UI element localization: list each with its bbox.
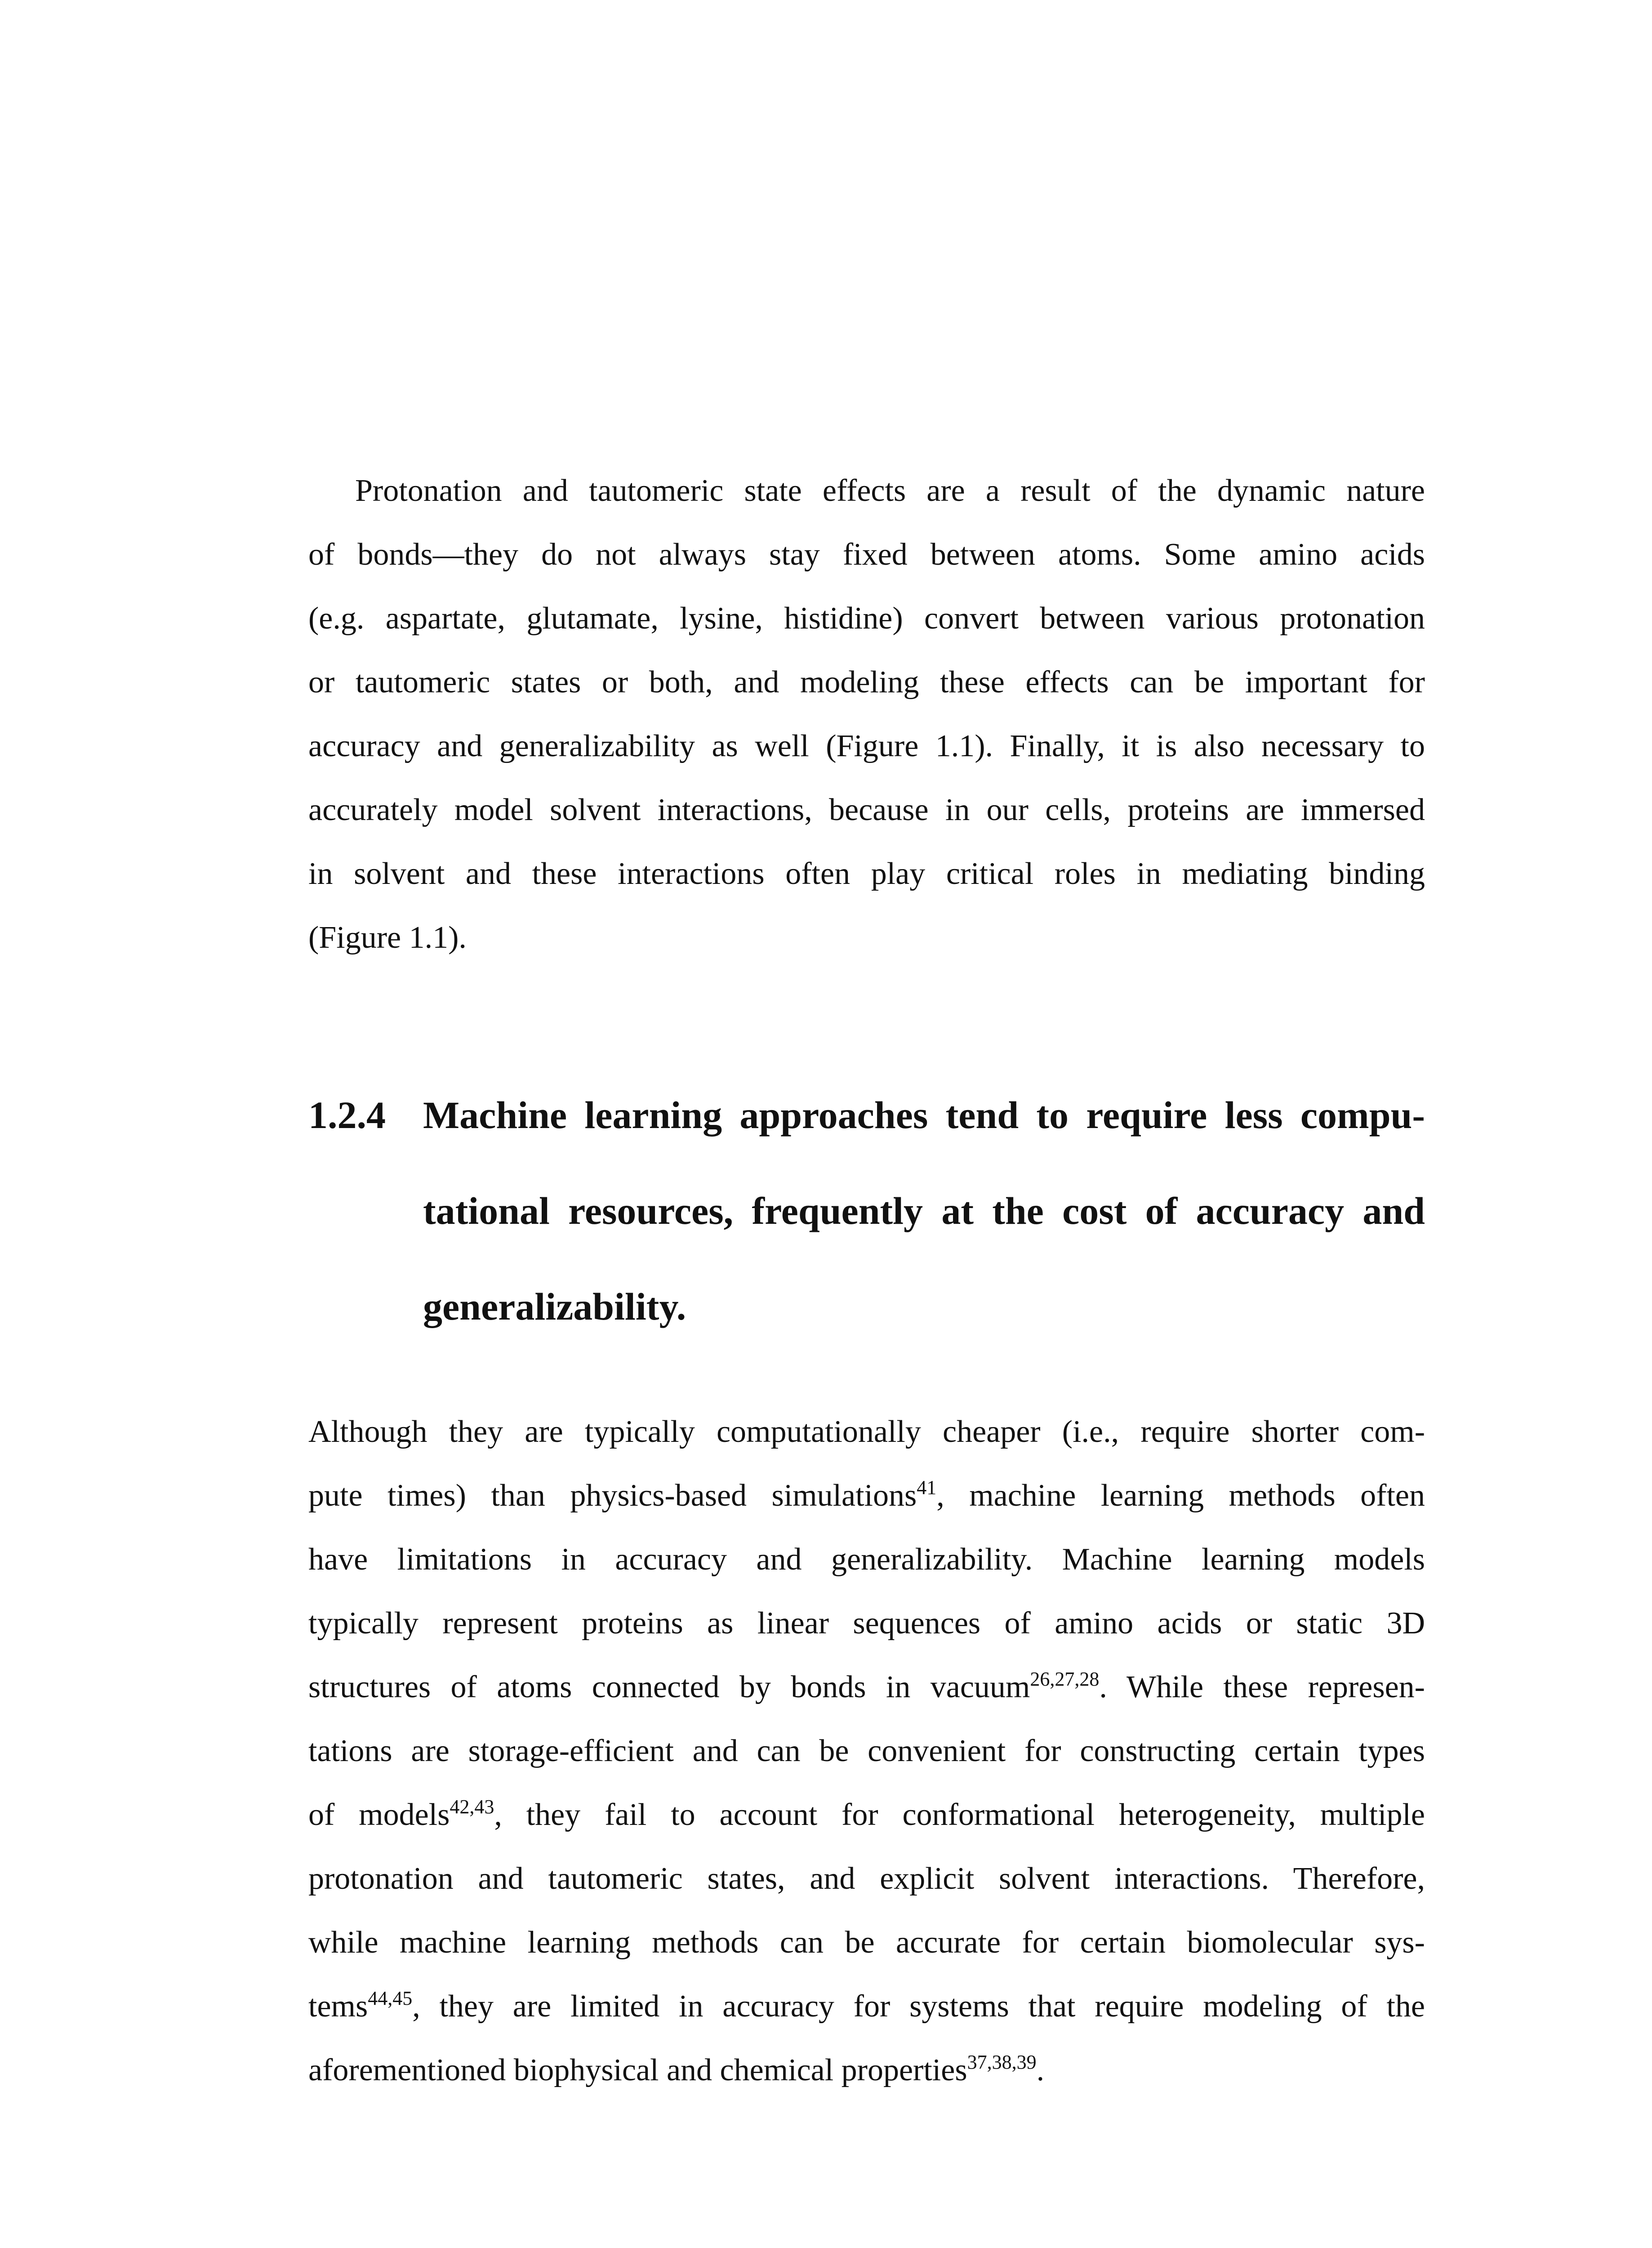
section-title-line: tational resources, frequently at the cost of accuracy and	[423, 1189, 1425, 1232]
line-text: , machine learning methods often	[936, 1478, 1425, 1513]
paragraph-line: Although they are typically computationally cheaper (i.e., require shorter com-	[308, 1414, 1425, 1449]
paragraph-line: or tautomeric states or both, and modeling these effects can be important for	[308, 665, 1425, 700]
citation-superscript: 37,38,39	[967, 2051, 1037, 2073]
line-text: of models	[308, 1798, 450, 1832]
citation-superscript: 41	[917, 1476, 937, 1499]
paragraph-line	[308, 1473, 1425, 1518]
paragraph-line: Protonation and tautomeric state effects are a result of the dynamic nature	[355, 473, 1425, 508]
paragraph-line: (Figure 1.1).	[308, 920, 467, 955]
paragraph-line: while machine learning methods can be accurate for certain biomolecular sys-	[308, 1925, 1425, 1960]
line-text: , they are limited in accuracy for systems that require modeling of the	[412, 1989, 1425, 2024]
paragraph-line	[308, 1793, 1425, 1838]
line-text: , they fail to account for conformational heterogeneity, multiple	[494, 1798, 1425, 1832]
paragraph-line: protonation and tautomeric states, and explicit solvent interactions. Therefore,	[308, 1861, 1425, 1896]
line-text: structures of atoms connected by bonds in vacuum	[308, 1670, 1030, 1704]
line-text: pute times) than physics-based simulations	[308, 1478, 917, 1513]
line-text: aforementioned biophysical and chemical properties	[308, 2053, 967, 2087]
citation-superscript: 42,43	[450, 1796, 494, 1818]
section-title-line: Machine learning approaches tend to require less compu-	[423, 1093, 1425, 1137]
line-text: tems	[308, 1989, 368, 2024]
paragraph-line	[308, 2048, 1425, 2093]
paragraph-line	[308, 1665, 1425, 1710]
paragraph-line: in solvent and these interactions often play critical roles in mediating binding	[308, 856, 1425, 891]
citation-superscript: 44,45	[368, 1987, 413, 2009]
paragraph-line	[308, 1984, 1425, 2029]
paragraph-line: have limitations in accuracy and generalizability. Machine learning models	[308, 1542, 1425, 1577]
line-text: .	[1036, 2053, 1045, 2087]
section-title-line: generalizability.	[423, 1285, 686, 1328]
paragraph-line: accuracy and generalizability as well (Figure 1.1). Finally, it is also necessary to	[308, 729, 1425, 763]
section-number: 1.2.4	[308, 1093, 386, 1137]
paragraph-line: (e.g. aspartate, glutamate, lysine, histidine) convert between various protonation	[308, 601, 1425, 636]
paragraph-line: tations are storage-efficient and can be convenient for constructing certain types	[308, 1734, 1425, 1768]
paragraph-line: accurately model solvent interactions, because in our cells, proteins are immersed	[308, 793, 1425, 827]
paragraph-line: typically represent proteins as linear sequences of amino acids or static 3D	[308, 1606, 1425, 1641]
line-text: . While these represen-	[1099, 1670, 1425, 1704]
paragraph-line: of bonds—they do not always stay fixed between atoms. Some amino acids	[308, 537, 1425, 572]
citation-superscript: 26,27,28	[1030, 1668, 1100, 1690]
